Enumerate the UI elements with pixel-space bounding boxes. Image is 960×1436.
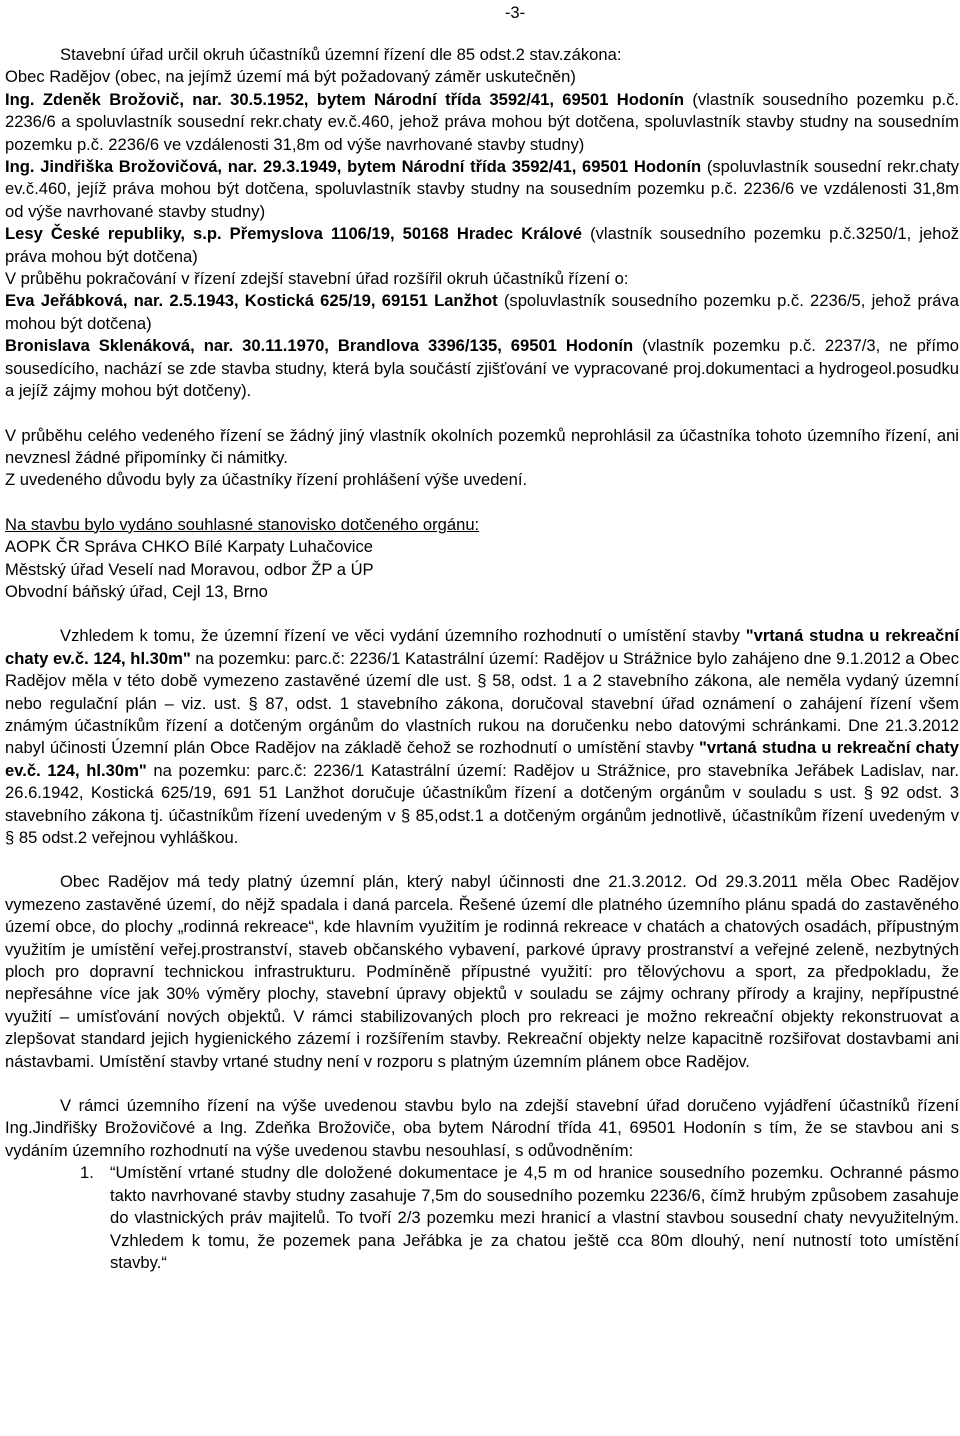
authority-aopk: AOPK ČR Správa CHKO Bílé Karpaty Luhačovice [5,537,373,557]
paragraph-zoning-plan: Obec Radějov má tedy platný územní plán, který nabyl účinnosti dne 21.3.2012. Od 29.3.2011 měla Obec Radějov vymezeno zastavěné území, do nějž spadala i daná parcela. Řešené území dle platného územního plánu spadá do zastavěného území obce, do plochy „rodinná rekreace“, kde hlavním využitím je rodinná rekreace v chatách a chatových osadách, přípustným využitím je umístění veřej.prostranství, staveb občanského vybavení, parkové úpravy prostranství a veřejné zeleně, nezbytných ploch pro dopravní technickou infrastrukturu. Podmíněně přípustné využití: pro tělovýchovu a sport, za předpokladu, že nepřesáhne více jak 30% výměry plochy, stavební úpravy objektů v souladu se zájmy ochrany přírody a krajiny, nepřípustné využití – umísťování nových objektů. V rámci stabilizovaných ploch pro rekreaci je možno rekreační objekty rekonstruovat a zlepšovat standard jejich hygienického zázemí i rozšířením stavby. Rekreační objekty nelze kapacitně rozšiřovat dostavbami ani nástavbami. Umístění stavby vrtané studny není v rozporu s platným územním plánem obce Radějov. [5,872,959,1071]
participant-name: Eva Jeřábková, nar. 2.5.1943, Kostická 625/19, 69151 Lanžhot [5,291,498,311]
paragraph-participants-intro: Stavební úřad určil okruh účastníků územní řízení dle 85 odst.2 stav.zákona: [60,45,622,64]
paragraph-no-objections: V průběhu celého vedeného řízení se žádný jiný vlastník okolních pozemků neprohlásil za účastníka tohoto územního řízení, ani nevznesl žádné připomínky či námitky. [5,425,959,467]
project-name: "vrtaná studna u rekreační chaty ev.č. 124, hl.30m" [5,738,960,780]
text-run: na pozemku: parc.č: 2236/1 Katastrální území: Radějov u Strážnice bylo zahájeno dne 9.1.2012 a Obec Radějov měla v této době vymezeno zastavěné území dle ust. § 58, odst. 1 a 2 stavebního zákona, ale neměla vydaný územní nebo regulační plán – viz. ust. § 87, odst. 1 stavebního zákona, doručoval stavební úřad oznámení o zahájení řízení všem známým účastníkům řízení a dotčeným orgánům do vlastních rukou na doručenku nebo datovými schránkami. Dne 21.3.2012 nabyl účinosti Územní plán Obce Radějov na základě čehož se rozhodnutí o umístění stavby [5,648,959,758]
participant-lesy-cr [5,223,959,268]
list-item [5,1162,959,1274]
paragraph-declared: Z uvedeného důvodu byly za účastníky řízení prohlášení výše uvedení. [5,470,528,490]
list-item-number: 1. [80,1163,94,1183]
participant-detail: (vlastník sousedního pozemku p.č.3250/1, jehož práva mohou být dotčena) [5,224,960,266]
heading-authority-opinion: Na stavbu bylo vydáno souhlasné stanovisko dotčeného orgánu: [5,514,480,534]
text-run: na pozemku: parc.č: 2236/1 Katastrální území: Radějov u Strážnice, pro stavebníka Jeřábek Ladislav, nar. 26.6.1942, Kostická 625/19, 691 51 Lanžhot doručuje účastníkům řízení a dotčeným orgánům v souladu s ust. § 92 odst. 3 stavebního zákona tj. účastníkům řízení uvedeným v § 85,odst.1 a dotčeným orgánům jednotlivě, účastníkům řízení uvedeným v § 85 odst.2 veřejnou vyhláškou. [5,760,959,847]
participant-obec: Obec Radějov (obec, na jejímž území má být požadovaný záměr uskutečněn) [5,67,576,87]
spacer [5,492,959,514]
participant-detail: (vlastník sousedního pozemku p.č. 2236/6 a spoluvlastník sousední rekr.chaty ev.č.460, jehož práva mohou být dotčena, spoluvlastník stavby studny na sousedním pozemku p.č. 2236/6 ve vzdálenosti 31,8m od výše navrhované stavby studny) [5,89,960,154]
participant-detail: (spoluvlastník sousedního pozemku p.č. 2236/5, jehož práva mohou být dotčena) [5,291,959,333]
participant-brozovic [5,89,959,156]
paragraph-procedure [5,625,959,849]
authority-obu-brno: Obvodní báňský úřad, Cejl 13, Brno [5,581,268,601]
objection-list [5,1162,959,1274]
participant-sklenakova [5,335,959,402]
text-run: Vzhledem k tomu, že územní řízení ve věci vydání územního rozhodnutí o umístění stavby [60,626,746,646]
spacer [5,849,959,871]
participant-jerabkova [5,290,959,335]
participant-name: Ing. Zdeněk Brožovič, nar. 30.5.1952, bytem Národní třída 3592/41, 69501 Hodonín [5,89,685,109]
paragraph-extension: V průběhu pokračování v řízení zdejší stavební úřad rozšířil okruh účastníků řízení o: [5,269,629,289]
authority-mu-veseli: Městský úřad Veselí nad Moravou, odbor ŽP a ÚP [5,559,374,579]
document-body [5,44,959,1274]
spacer [5,1073,959,1095]
participant-brozovicova [5,156,959,223]
participant-name: Ing. Jindřiška Brožovičová, nar. 29.3.1949, bytem Národní třída 3592/41, 69501 Hodonín [5,157,702,177]
project-name: "vrtaná studna u rekreační chaty ev.č. 124, hl.30m" [5,626,960,668]
participant-name: Lesy České republiky, s.p. Přemyslova 1106/19, 50168 Hradec Králové [5,224,583,244]
participant-name: Bronislava Sklenáková, nar. 30.11.1970, Brandlova 3396/135, 69501 Hodonín [5,336,634,356]
spacer [5,603,959,625]
page-number: -3- [504,3,526,22]
participant-detail: (vlastník pozemku p.č. 2237/3, ne přímo sousedícího, nachází se zde stavba studny, která byla součástí zjišťování ve vypracované proj.dokumentaci a hydrogeol.posudku a jejíž zájmy mohou být dotčeny). [5,336,959,401]
list-item-text: “Umístění vrtané studny dle doložené dokumentace je 4,5 m od hranice sousedního pozemku. Ochranné pásmo takto navrhované stavby studny zasahuje 7,5m do sousedního pozemku 2236/6, čímž hrubým způsobem zasahuje do vlastnických práv majitelů. To tvoří 2/3 pozemku mezi hranicí a vlastní stavbou sousední chaty nevyužitelným. Vzhledem k tomu, že pozemek pana Jeřábka je za chatou ještě cca 80m dlouhý, není nutností toto umístění stavby.“ [110,1163,959,1272]
spacer [5,403,959,425]
participant-detail: (spoluvlastník sousední rekr.chaty ev.č.460, jejíž práva mohou být dotčena, spoluvlastník stavby studny na sousedním pozemku p.č. 2236/6 ve vzdálenosti 31,8m od výše navrhované stavby studny) [5,157,959,221]
paragraph-objection: V rámci územního řízení na výše uvedenou stavbu bylo na zdejší stavební úřad doručeno vyjádření účastníků řízení Ing.Jindřišky Brožovičové a Ing. Zdeňka Brožoviče, oba bytem Národní třída 41, 69501 Hodonín s tím, že se stavbou ani s vydáním územního rozhodnutí na výše uvedenou stavbu nesouhlasí, s odůvodněním: [5,1096,959,1160]
